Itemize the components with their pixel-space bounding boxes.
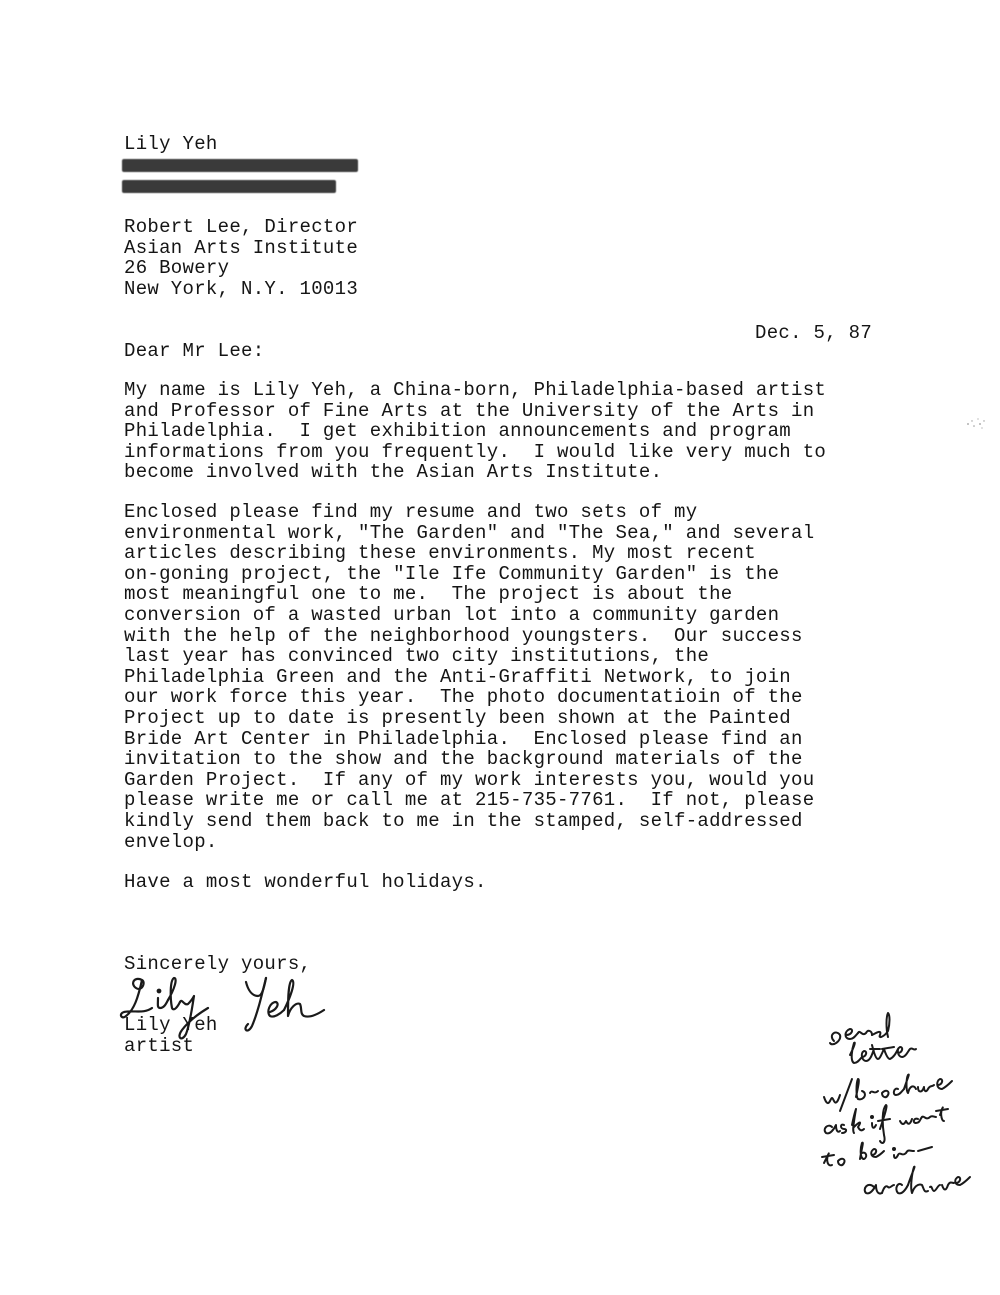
sender-name: Lily Yeh xyxy=(124,133,218,155)
recipient-line: New York, N.Y. 10013 xyxy=(124,277,359,300)
paragraph-1 xyxy=(124,380,826,483)
redacted-address-line-2 xyxy=(122,180,336,193)
text-line: kindly send them back to me in the stamped, self-addressed xyxy=(124,809,803,832)
text-line: on-goning project, the "Ile Ife Community Garden" is the xyxy=(124,562,780,585)
text-line: last year has convinced two city institutions, the xyxy=(124,645,710,668)
letter-date: Dec. 5, 87 xyxy=(755,322,873,344)
text-line: Garden Project. If any of my work interests you, would you xyxy=(124,768,815,791)
text-line: environmental work, "The Garden" and "The Sea," and several xyxy=(124,521,815,544)
text-line: conversion of a wasted urban lot into a community garden xyxy=(124,603,780,626)
typed-name: Lily Yeh xyxy=(124,1014,218,1036)
text-line: most meaningful one to me. The project is about the xyxy=(124,583,733,606)
text-line: invitation to the show and the background materials of the xyxy=(124,748,803,771)
text-line: envelop. xyxy=(124,830,218,853)
recipient-line: Robert Lee, Director xyxy=(124,216,359,238)
text-line: our work force this year. The photo documentatioin of the xyxy=(124,686,803,709)
text-line: Enclosed please find my resume and two sets of my xyxy=(124,501,698,523)
text-line: articles describing these environments. My most recent xyxy=(124,542,756,565)
typed-signature-block xyxy=(124,1015,218,1056)
margin-specks xyxy=(965,415,987,431)
text-line: and Professor of Fine Arts at the University of the Arts in xyxy=(124,399,815,422)
paragraph-2 xyxy=(124,502,814,852)
text-line: Project up to date is presently been shown at the Painted xyxy=(124,706,792,729)
paragraph-3: Have a most wonderful holidays. xyxy=(124,871,487,893)
closing: Sincerely yours, xyxy=(124,953,312,975)
text-line: Philadelphia. I get exhibition announcements and program xyxy=(124,420,792,443)
text-line: Philadelphia Green and the Anti-Graffiti Network, to join xyxy=(124,665,792,688)
text-line: informations from you frequently. I would like very much to xyxy=(124,440,827,463)
text-line: Bride Art Center in Philadelphia. Enclosed please find an xyxy=(124,727,803,750)
text-line: please write me or call me at 215-735-7761. If not, please xyxy=(124,789,815,812)
handwritten-note xyxy=(810,1005,990,1215)
recipient-line: 26 Bowery xyxy=(124,257,230,280)
recipient-address xyxy=(124,217,358,299)
typed-title: artist xyxy=(124,1034,195,1057)
text-line: become involved with the Asian Arts Institute. xyxy=(124,461,663,484)
recipient-line: Asian Arts Institute xyxy=(124,236,359,259)
salutation: Dear Mr Lee: xyxy=(124,340,265,362)
text-line: with the help of the neighborhood youngsters. Our success xyxy=(124,624,803,647)
redacted-address-line-1 xyxy=(122,159,358,172)
text-line: My name is Lily Yeh, a China-born, Philadelphia-based artist xyxy=(124,379,827,401)
